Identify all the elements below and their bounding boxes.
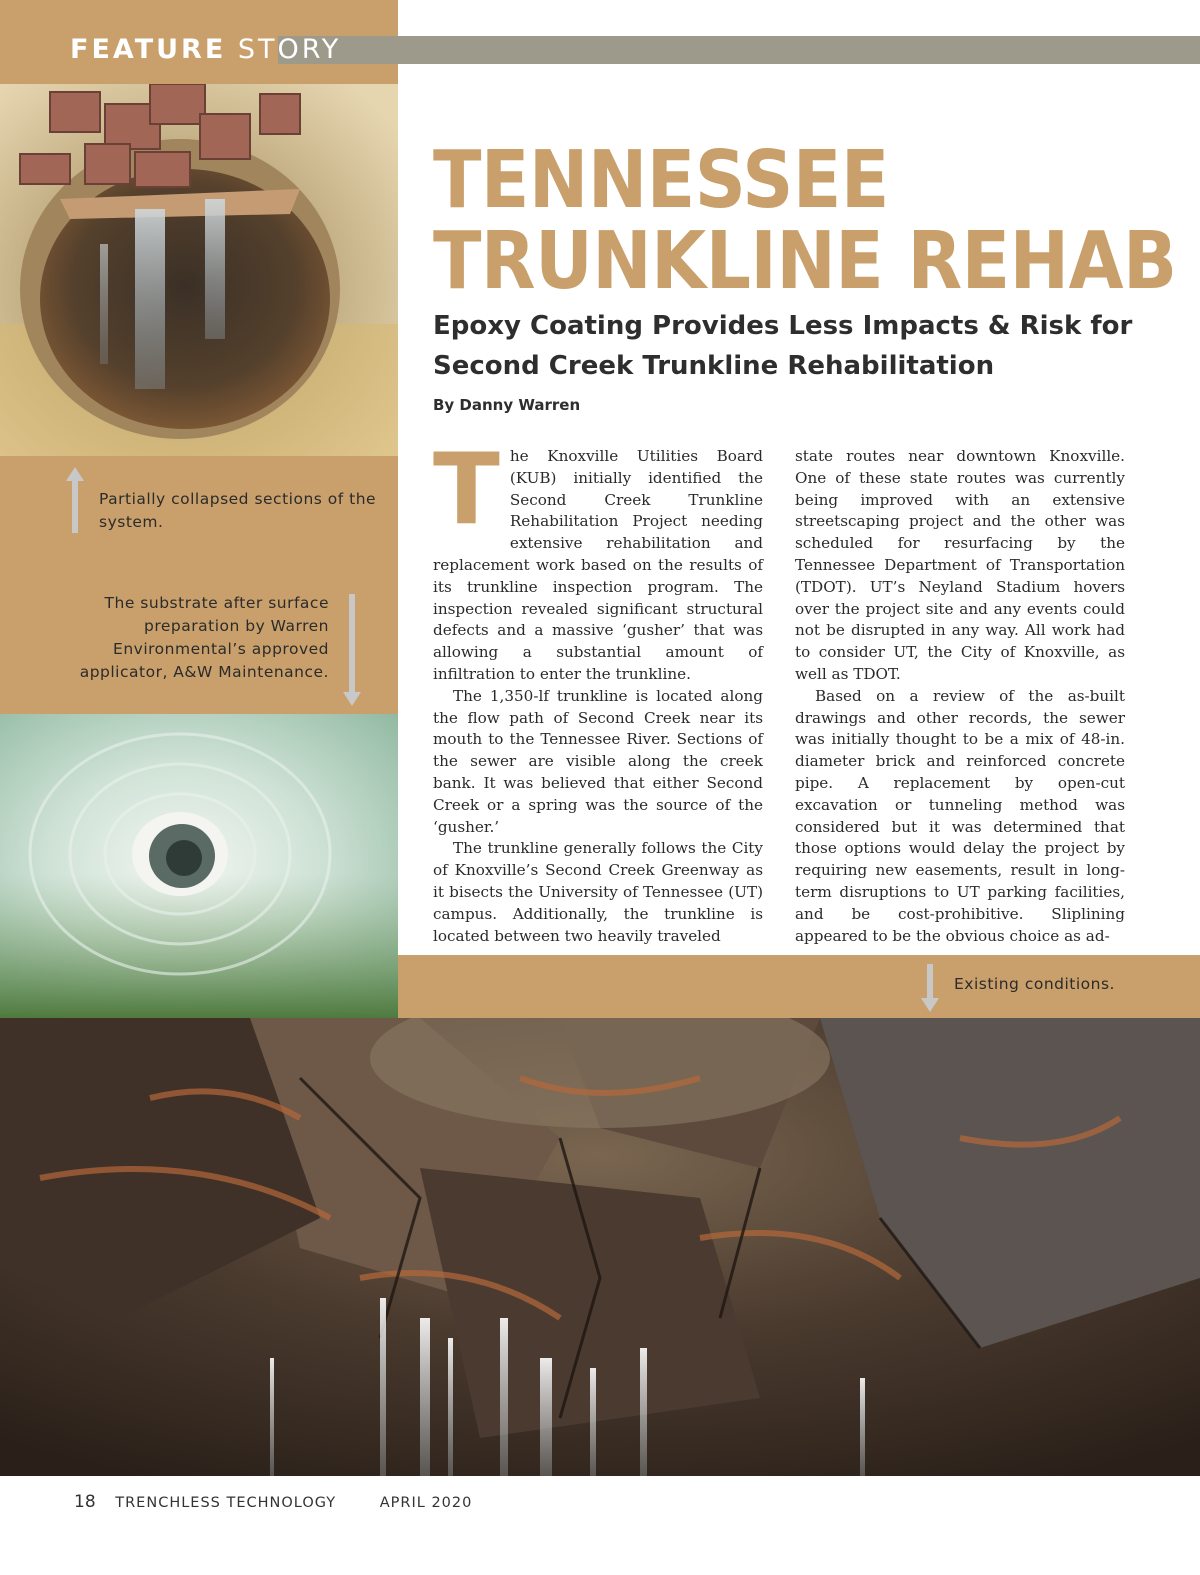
issue-date: APRIL 2020 — [379, 1495, 473, 1511]
paragraph: Based on a review of the as-built drawings and other records, the sewer was initially thought to be a mix of 48-in. diameter brick and reinforced concrete pipe. A replacement by open-cut excavation or tunneling method was considered but it was determined that those options would delay the project by requiring new easements, result in long-term disruptions to UT parking facilities, and be cost-prohibitive. Sliplining appeared to be the obvious choice as ad- — [795, 686, 1125, 945]
publication-name: TRENCHLESS TECHNOLOGY — [115, 1495, 337, 1511]
caption-top-photo: Partially collapsed sections of the system. — [99, 490, 377, 531]
title-line-2: TRUNKLINE REHAB — [433, 213, 1177, 307]
body-column-1 — [433, 433, 763, 947]
photo-coated-pipe — [0, 714, 398, 1018]
paragraph: The trunkline generally follows the City of Knoxville’s Second Creek Greenway as it bisects the University of Tennessee (UT) campus. Additionally, the trunkline is located between two heavily traveled — [433, 839, 763, 945]
section-label — [70, 33, 341, 67]
byline: By Danny Warren — [433, 396, 581, 414]
paragraph: The 1,350-lf trunkline is located along the flow path of Second Creek near its mouth to the Tennessee River. Sections of the sewer are visible along the creek bank. It was believed that either Second Creek or a spring was the source of the ‘gusher.’ — [433, 686, 763, 836]
paragraph: state routes near downtown Knoxville. One of these state routes was currently being improved with an extensive streetscaping project and the other was scheduled for resurfacing by the Tennessee Department of Transportation (TDOT). UT’s Neyland Stadium hovers over the project site and any events could not be disrupted in any way. All work had to consider UT, the City of Knoxville, as well as TDOT. — [795, 447, 1125, 683]
drop-cap: T — [433, 433, 500, 547]
arrow-down-icon — [343, 594, 361, 706]
caption-bottom-photo: Existing conditions. — [954, 975, 1115, 993]
paragraph: he Knoxville Utilities Board (KUB) initially identified the Second Creek Trunkline Rehabilitation Project needing extensive rehabilitation and replacement work based on the results of its trunkline inspection program. The inspection revealed significant structural defects and a massive ‘gusher’ that was allowing a substantial amount of infiltration to enter the trunkline. — [433, 447, 763, 683]
page-footer — [74, 1492, 472, 1512]
section-label-light: STORY — [237, 34, 342, 65]
arrow-down-icon — [921, 964, 939, 1012]
header-gray-bar — [278, 36, 1200, 64]
section-label-bold: FEATURE — [70, 34, 227, 65]
arrow-up-icon — [66, 467, 84, 533]
page-number: 18 — [74, 1492, 96, 1512]
photo-collapsed-pipe — [0, 84, 398, 456]
photo-existing-conditions — [0, 1018, 1200, 1476]
caption-mid-photo: The substrate after surface preparation by Warren Environmental’s approved applicator, A&W Maintenance. — [79, 594, 329, 681]
title-line-1: TENNESSEE — [433, 133, 889, 227]
article-title — [433, 133, 1177, 307]
article-subtitle: Epoxy Coating Provides Less Impacts & Risk for Second Creek Trunkline Rehabilitation — [433, 311, 1133, 381]
body-column-2 — [795, 446, 1125, 947]
